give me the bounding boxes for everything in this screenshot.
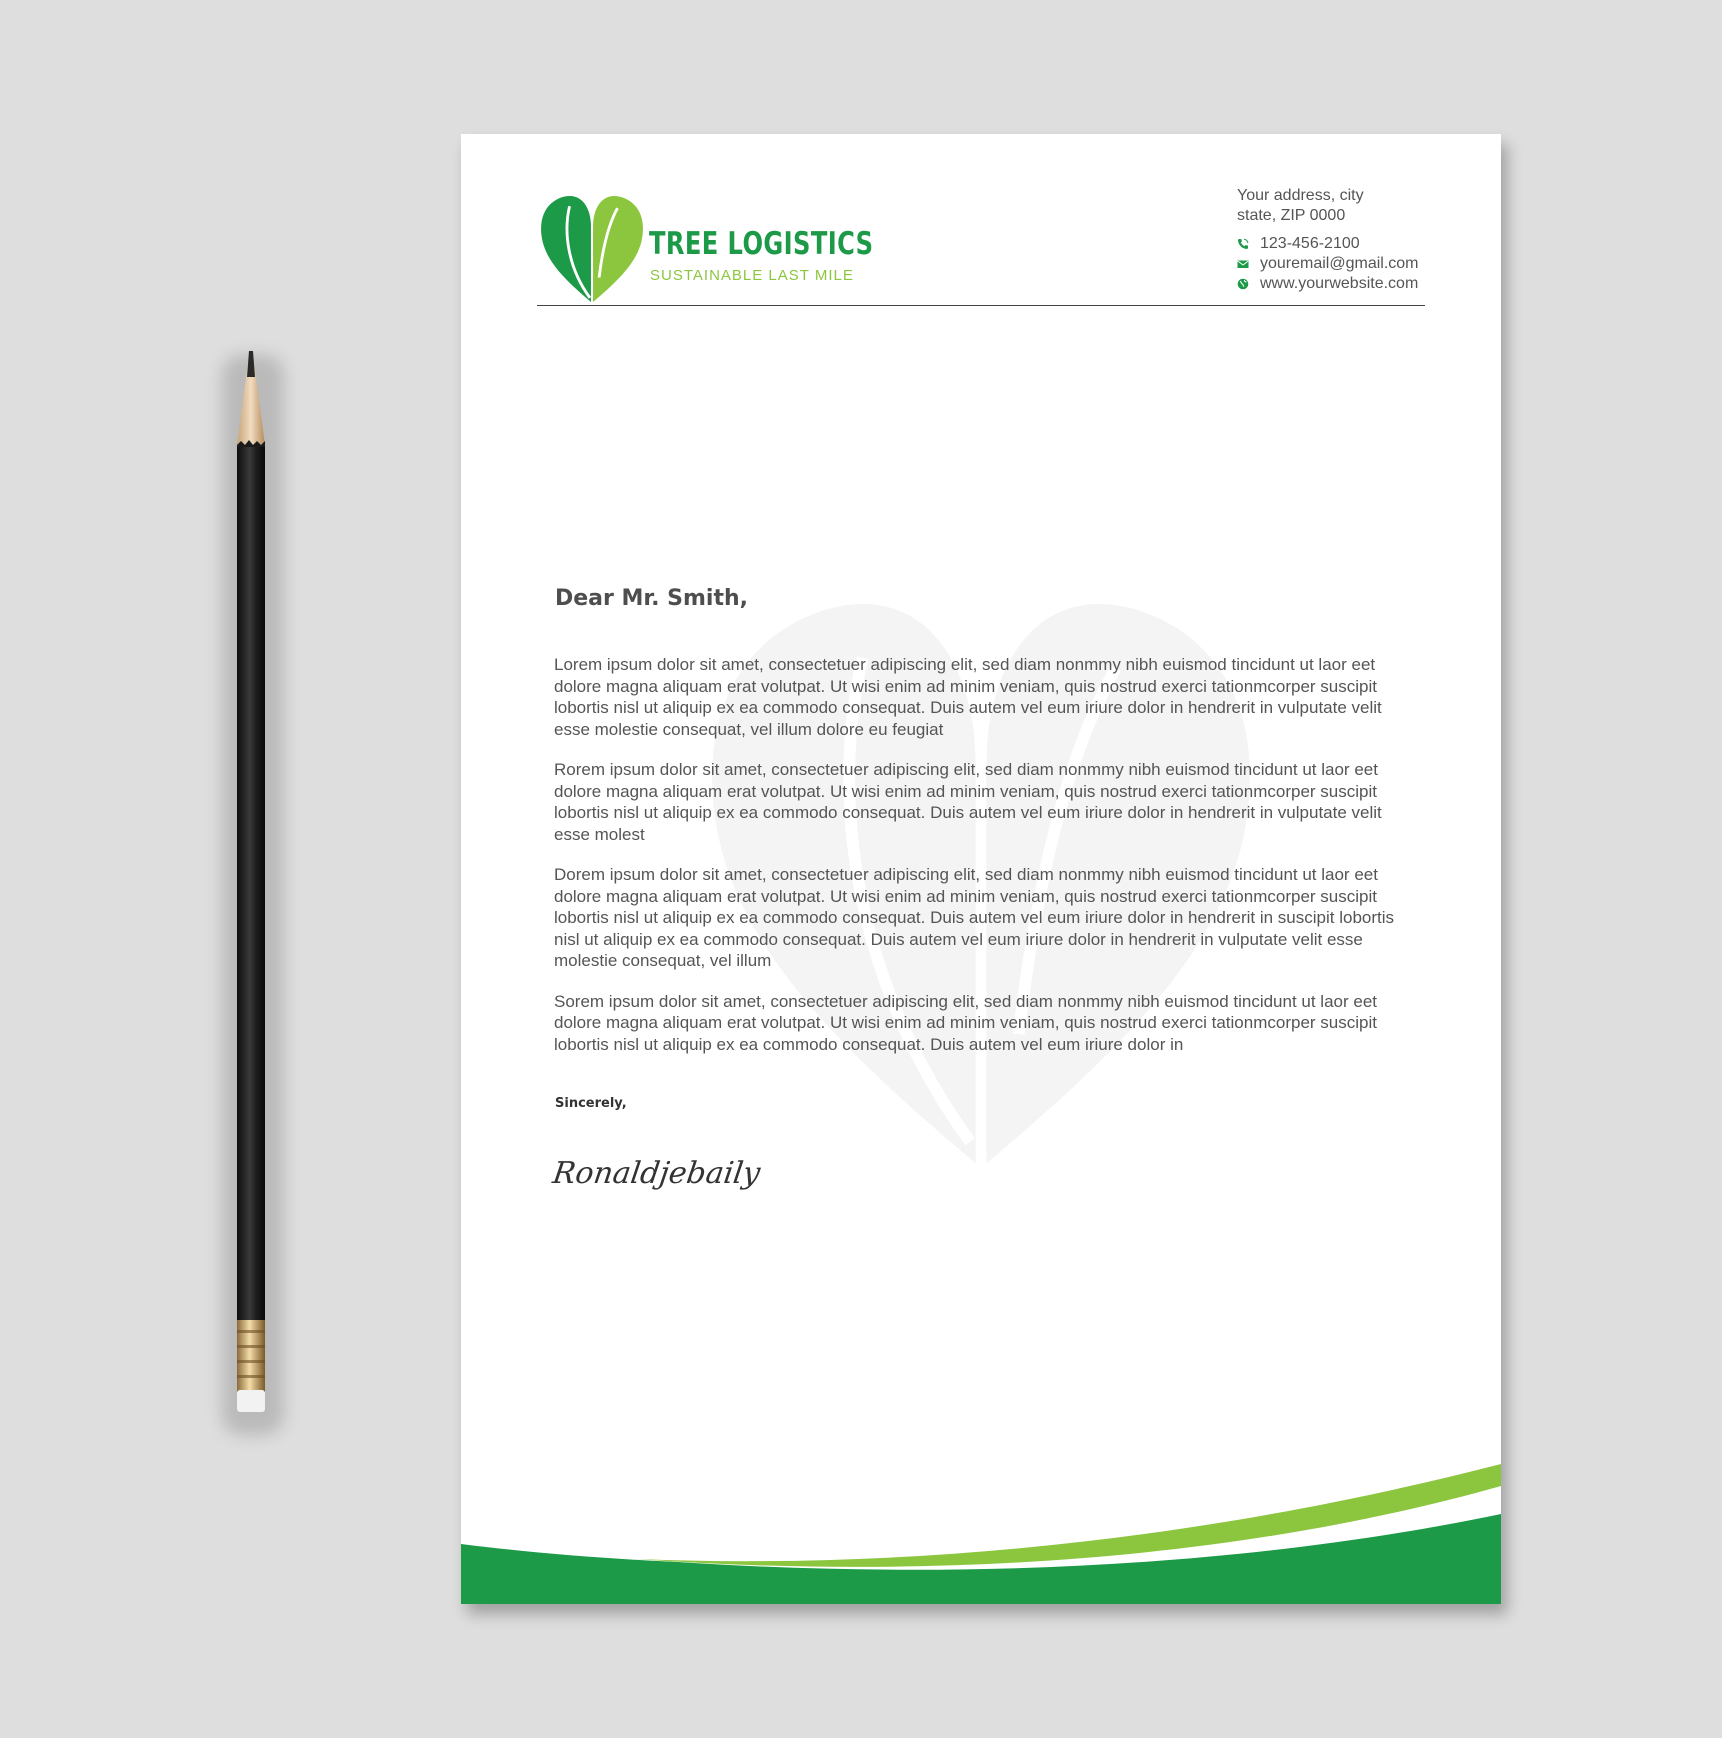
address-line-1: Your address, city xyxy=(1237,187,1364,204)
body-paragraph-2: Rorem ipsum dolor sit amet, consectetuer adipiscing elit, sed diam nonmmy nibh euismod tincidunt ut laor eet dolore magna aliquam erat volutpat. Ut wisi enim ad minim veniam, quis nostrud exerci tationmcorper suscipit lobortis nisl ut aliquip ex ea commodo consequat. Duis autem vel eum iriure dolor in hendrerit in vulputate velit esse molest xyxy=(554,760,1382,844)
globe-icon xyxy=(1237,278,1249,290)
brand-tagline: SUSTAINABLE LAST MILE xyxy=(650,267,854,284)
contact-website xyxy=(1237,274,1419,294)
letter-body xyxy=(554,654,1414,1074)
body-paragraph-3: Dorem ipsum dolor sit amet, consectetuer adipiscing elit, sed diam nonmmy nibh euismod tincidunt ut laor eet dolore magna aliquam erat volutpat. Ut wisi enim ad minim veniam, quis nostrud exerci tationmcorper suscipit lobortis nisl ut aliquip ex ea commodo consequat. Duis autem vel eum iriure dolor in hendrerit in suscipit lobortis nisl ut aliquip ex ea commodo consequat. Duis autem vel eum iriure dolor in hendrerit in vulputate velit esse molestie consequat, vel illum xyxy=(554,865,1395,970)
contact-block xyxy=(1237,186,1419,294)
brand-name: TREE LOGISTICS xyxy=(649,226,874,262)
heart-leaf-logo-icon xyxy=(537,196,647,304)
pencil xyxy=(218,345,284,1435)
letterhead-page xyxy=(461,134,1501,1604)
email-address: youremail@gmail.com xyxy=(1260,255,1419,272)
address-line-2: state, ZIP 0000 xyxy=(1237,207,1346,224)
body-paragraph-4: Sorem ipsum dolor sit amet, consectetuer adipiscing elit, sed diam nonmmy nibh euismod tincidunt ut laor eet dolore magna aliquam erat volutpat. Ut wisi enim ad minim veniam, quis nostrud exerci tationmcorper suscipit lobortis nisl ut aliquip ex ea commodo consequat. Duis autem vel eum iriure dolor in xyxy=(554,991,1378,1054)
body-paragraph-1: Lorem ipsum dolor sit amet, consectetuer adipiscing elit, sed diam nonmmy nibh euismod tincidunt ut laor eet dolore magna aliquam erat volutpat. Ut wisi enim ad minim veniam, quis nostrud exerci tationmcorper suscipit lobortis nisl ut aliquip ex ea commodo consequat. Duis autem vel eum iriure dolor in hendrerit in vulputate velit esse molestie consequat, vel illum dolore eu feugiat xyxy=(554,655,1382,739)
salutation: Dear Mr. Smith, xyxy=(555,586,749,611)
pencil-icon xyxy=(218,345,284,1435)
contact-email xyxy=(1237,254,1419,274)
mail-icon xyxy=(1237,258,1249,270)
footer-wave xyxy=(461,1464,1501,1604)
header-divider xyxy=(537,305,1425,306)
signature: Ronaldjebaily xyxy=(550,1156,763,1191)
contact-phone xyxy=(1237,234,1419,254)
closing: Sincerely, xyxy=(555,1096,627,1111)
phone-number: 123-456-2100 xyxy=(1260,235,1360,252)
website-url: www.yourwebsite.com xyxy=(1260,275,1419,292)
phone-icon xyxy=(1237,238,1249,250)
